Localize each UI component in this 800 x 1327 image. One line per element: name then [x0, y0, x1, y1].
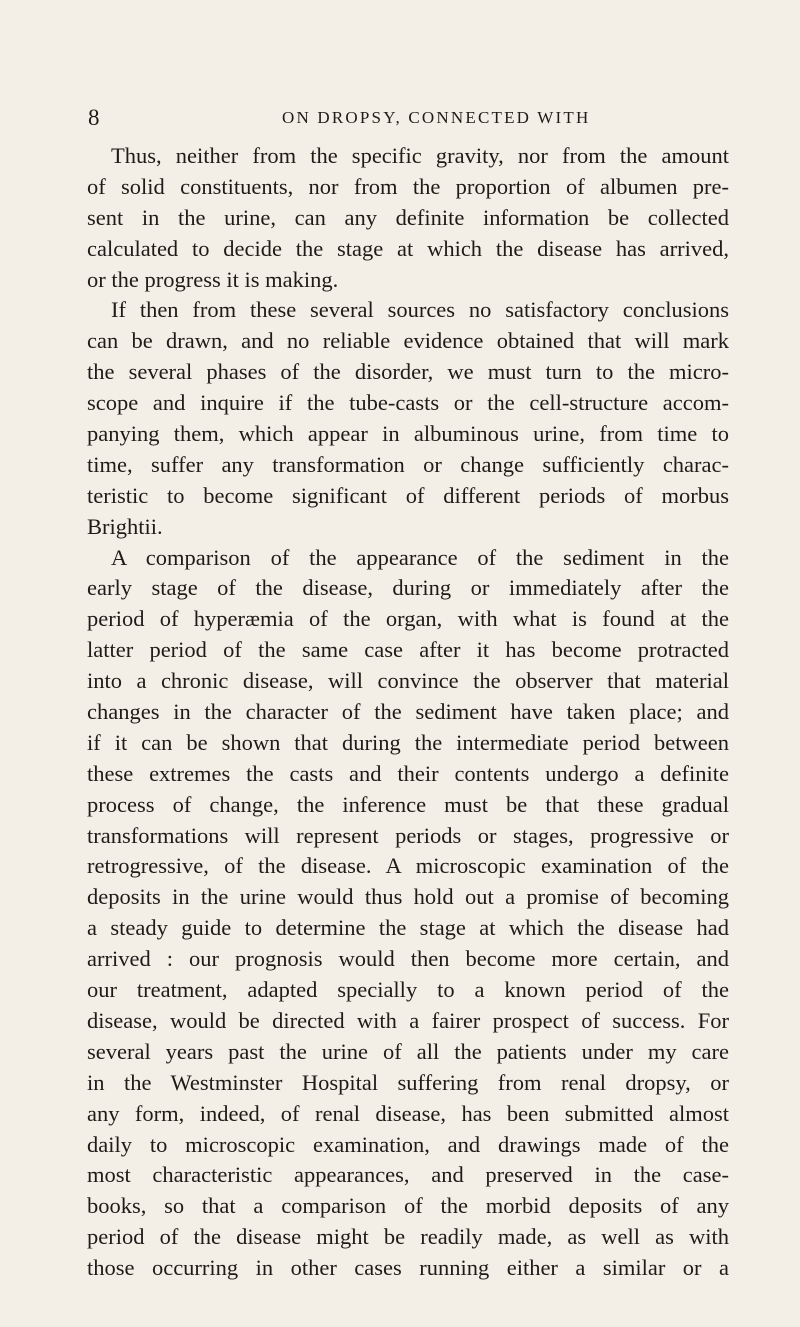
text-line: disease, would be directed with a fairer prospect of success. For: [87, 1007, 729, 1033]
text-line: daily to microscopic examination, and drawings made of the: [87, 1131, 729, 1157]
page-number: 8: [88, 105, 100, 130]
text-line: if it can be shown that during the intermediate period between: [87, 729, 729, 755]
text-line: into a chronic disease, will convince the observer that material: [87, 668, 729, 694]
text-line: process of change, the inference must be that these gradual: [87, 791, 729, 817]
text-line: a steady guide to determine the stage at which the disease had: [87, 915, 729, 941]
text-line: deposits in the urine would thus hold out a promise of becoming: [87, 884, 729, 910]
text-line: those occurring in other cases running either a similar or a: [87, 1255, 729, 1281]
text-line: retrogressive, of the disease. A microscopic examination of the: [87, 853, 729, 879]
text-line: sent in the urine, can any definite information be collected: [87, 204, 729, 230]
body-text: [87, 141, 729, 1284]
text-line: Thus, neither from the specific gravity, nor from the amount: [111, 143, 729, 168]
text-line: the several phases of the disorder, we must turn to the micro-: [87, 359, 729, 385]
text-line: in the Westminster Hospital suffering from renal dropsy, or: [87, 1069, 729, 1095]
text-line: or the progress it is making.: [87, 266, 339, 292]
text-line: can be drawn, and no reliable evidence obtained that will mark: [87, 328, 729, 354]
text-line: period of the disease might be readily made, as well as with: [87, 1224, 729, 1250]
text-line: of solid constituents, nor from the proportion of albumen pre-: [87, 173, 729, 199]
text-line: changes in the character of the sediment have taken place; and: [87, 699, 729, 725]
text-line: most characteristic appearances, and preserved in the case-: [87, 1162, 729, 1188]
text-line: our treatment, adapted specially to a known period of the: [87, 977, 729, 1003]
text-line: If then from these several sources no satisfactory conclusions: [111, 297, 729, 323]
text-line: latter period of the same case after it has become protracted: [87, 637, 729, 663]
text-line: period of hyperæmia of the organ, with what is found at the: [87, 606, 729, 632]
text-line: teristic to become significant of different periods of morbus: [87, 482, 729, 508]
text-line: early stage of the disease, during or immediately after the: [87, 575, 729, 601]
text-line: books, so that a comparison of the morbid deposits of any: [87, 1193, 729, 1219]
text-line: panying them, which appear in albuminous urine, from time to: [87, 421, 729, 447]
text-line: arrived : our prognosis would then become more certain, and: [87, 946, 729, 972]
text-line: these extremes the casts and their contents undergo a definite: [87, 760, 729, 786]
text-line: scope and inquire if the tube-casts or the cell-structure accom-: [87, 390, 729, 416]
text-line: time, suffer any transformation or change sufficiently charac-: [87, 451, 729, 477]
text-line: calculated to decide the stage at which the disease has arrived,: [87, 235, 729, 261]
text-line: transformations will represent periods or stages, progressive or: [87, 822, 729, 848]
running-head: [88, 103, 728, 133]
text-line: Brightii.: [87, 513, 163, 539]
text-line: several years past the urine of all the patients under my care: [87, 1038, 729, 1064]
text-line: any form, indeed, of renal disease, has been submitted almost: [87, 1100, 729, 1126]
running-title: ON DROPSY, CONNECTED WITH: [282, 108, 591, 127]
text-line: A comparison of the appearance of the sediment in the: [111, 544, 729, 570]
